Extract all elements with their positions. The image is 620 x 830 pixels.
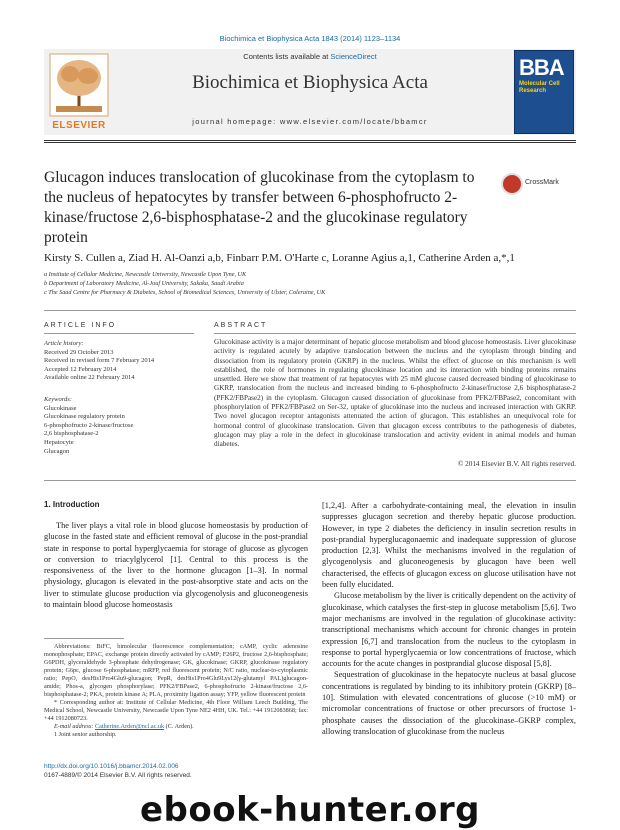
- affiliation-c: c The Saad Centre for Pharmacy & Diabetes, School of Biomedical Sciences, University of Ulster, Coleraine, UK: [44, 289, 326, 296]
- journal-name: Biochimica et Biophysica Acta: [192, 72, 428, 93]
- article-history: [44, 340, 204, 383]
- contents-availability: [150, 52, 470, 61]
- abstract-heading: ABSTRACT: [214, 322, 268, 329]
- footnote-rule: [44, 638, 124, 639]
- keywords-label: Keywords:: [44, 396, 72, 403]
- history-accepted: Accepted 12 February 2014: [44, 365, 117, 373]
- joint-authorship-footnote: 1 Joint senior authorship.: [54, 731, 117, 738]
- article-info-rule: [44, 333, 194, 334]
- intro-paragraph: The liver plays a vital role in blood glucose homeostasis by production of glucose in the fasted state and efficient removal of glucose in the post-prandial state in response to portal hyperglycaemia for storage of glucose as glycogen or conversion to triacylglycerol [1]. Central to this process is the responsiveness of the liver to the hormone glucagon [1–3]. In normal physiology, glucagon is elevated in the post-absorptive state and acts on the liver to stimulate glucose production via glycogenolysis and gluconeogenesis to maintain blood glucose homeostasis: [44, 521, 308, 610]
- right-paragraph-3: Sequestration of glucokinase in the hepatocyte nucleus at basal glucose concentrations is regulated by binding to its inhibitory protein (GKRP) [8–10]. Stimulation with elevated concentrations of glucose (>10 mM) or micromolar concentrations of fructose or other precursors of fructose 1-phosphate causes the dissociation of the glucokinase–GKRP complex, allowing translocation of glucokinase from the nucleus: [322, 670, 576, 736]
- crossmark-label: CrossMark: [525, 179, 559, 186]
- keyword-item: Glucokinase: [44, 404, 77, 412]
- crossmark-badge[interactable]: [501, 173, 581, 193]
- doi-link[interactable]: http://dx.doi.org/10.1016/j.bbamcr.2014.02.006: [44, 763, 179, 770]
- issn-copyright: 0167-4889/© 2014 Elsevier B.V. All rights reserved.: [44, 772, 192, 779]
- right-paragraph-1: [1,2,4]. After a carbohydrate-containing meal, the elevation in insulin suppresses glucagon secretion and thereby hepatic glucose production. However, in type 2 diabetes the deficiency in insulin secretion results in post-prandial hyperglucagonaemic and inadequate suppression of glucose production [2,3]. Whilst the mechanisms involved in the regulation of glycogenolysis and gluconeogenesis by glucagon have been well characterised, the effects of glucagon excess on glucose utilisation have not been fully elucidated.: [322, 501, 576, 590]
- abstract-text: Glucokinase activity is a major determinant of hepatic glucose metabolism and blood glucose homeostasis. Liver glucokinase activity is regulated acutely by adaptive translocation between the nucleus and the cytoplasm through binding and dissociation from its regulatory protein (GKRP) in the nucleus. Whilst the effect of glucose on this mechanism is well established, the role of hormones in regulating glucokinase location and its interaction with binding proteins remains unsettled. Here we show that treatment of rat hepatocytes with 25 mM glucose caused decreased binding of glucokinase to GKRP, translocation from the nucleus and increased binding to 6-phosphofructo 2-kinase/fructose 2,6 bisphosphatase-2 (PFK2/FBPase2) in the cytoplasm. Glucagon caused dissociation of glucokinase from PFK2/FBPase2, concomitant with phosphorylation of PFK2/FBPase2 on Ser-32, uptake of glucokinase into the nucleus and increased interaction with GKRP. Two novel glucagon receptor antagonists attenuated the action of glucagon. This establishes an unequivocal role for hormonal control of glucokinase translocation. Given that glucagon excess contributes to the pathogenesis of diabetes, glucagon may play a role in the defect in glucokinase translocation and activity evident in animal models and human diabetes.: [214, 338, 576, 449]
- header-rule-secondary: [44, 142, 576, 143]
- article-title: Glucagon induces translocation of glucokinase from the cytoplasm to the nucleus of hepatocytes by transfer between 6-phosphofructo 2-kinase/fructose 2,6-bisphosphatase-2 and the glucokinase regulatory protein: [44, 169, 475, 246]
- contents-prefix: Contents lists available at: [243, 52, 331, 61]
- cover-subtitle: Molecular Cell Research: [519, 81, 560, 94]
- journal-cover-image: [514, 50, 574, 134]
- author-email-link[interactable]: Catherine.Arden@ncl.ac.uk: [95, 723, 165, 730]
- affiliation-a: a Institute of Cellular Medicine, Newcastle University, Newcastle Upon Tyne, UK: [44, 271, 247, 278]
- keywords: [44, 396, 204, 456]
- email-label: E-mail address:: [54, 723, 96, 730]
- abstract-copyright: © 2014 Elsevier B.V. All rights reserved.: [457, 460, 576, 468]
- section-heading-introduction: 1. Introduction: [44, 500, 100, 509]
- watermark-text: ebook-hunter.org: [139, 790, 481, 830]
- elsevier-wordmark: ELSEVIER: [52, 120, 106, 131]
- right-paragraph-2: Glucose metabolism by the liver is critically dependent on the activity of glucokinase, which catalyses the first-step in glucose metabolism [5,6]. Two major mechanisms are involved in the regulation of glucokinase activity: transcriptional mechanisms which account for chronic changes in protein expression [6,7] and translocation from the nucleus to the cytoplasm in response to portal hyperglycaemia or low concentrations of fructose, which accounts for the acute changes in postprandial glucose disposal [5,8].: [322, 591, 576, 669]
- affiliation-b: b Department of Laboratory Medicine, Al-Jouf University, Sakaka, Saudi Arabia: [44, 280, 244, 287]
- authors-text: Kirsty S. Cullen a, Ziad H. Al-Oanzi a,b, Finbarr P.M. O'Harte c, Loranne Agius a,1, Catherine Arden a,*,1: [44, 252, 515, 264]
- keyword-item: Glucokinase regulatory protein: [44, 413, 125, 421]
- email-suffix: (C. Arden).: [164, 723, 194, 730]
- crossmark-icon: [501, 173, 523, 195]
- footnotes: [44, 643, 308, 739]
- author-list: [44, 252, 584, 264]
- cover-title: BBA: [519, 55, 564, 80]
- sciencedirect-link[interactable]: ScienceDirect: [330, 52, 377, 61]
- keyword-item: 2,6 bisphosphatase-2: [44, 430, 99, 438]
- body-left-column: [44, 520, 308, 610]
- header-rule: [44, 140, 576, 141]
- keyword-item: Glucagon: [44, 447, 70, 455]
- history-revised: Received in revised form 7 February 2014: [44, 357, 155, 365]
- keyword-item: Hepatocyte: [44, 438, 74, 446]
- abstract-rule-bottom: [44, 480, 576, 481]
- journal-homepage[interactable]: journal homepage: www.elsevier.com/locate/bbamcr: [192, 117, 428, 126]
- journal-citation[interactable]: Biochimica et Biophysica Acta 1843 (2014) 1123–1134: [219, 34, 401, 43]
- corresponding-author-footnote: * Corresponding author at: Institute of Cellular Medicine, 4th Floor William Leech Building, The Medical School, Newcastle University, Newcastle Upon Tyne NE2 4HH, UK. Tel.: +44 1912083868; fax: +44 1912080723.: [44, 699, 308, 722]
- abbreviations-footnote: Abbreviations: BiFC, bimolecular fluorescence complementation; cAMP, cyclic adenosine monophosphate; EPAC, exchange protein directly activated by cAMP; F26P2, fructose 2,6-bisphosphate; G6PDH, glyceraldehyde 3-phosphate dehydrogenase; GK, glucokinase; GKRP, glucokinase regulatory protein; G6pc, glucose 6-phosphatase; mRFP, red fluorescent protein; N/C ratio, nuclear-to-cytoplasmic ratio; PepO, desHis1Pro4Glu9-glucagon; PepR, desHis1Pro4Glu9Lys12(γ-glutamyl PAL)glucagon-amide; Phos-a, glycogen phosphorylase; PFK2/FBPase2, 6-phosphofructo 2-kinase/fructose 2,6-bisphosphatase-2; PKA, protein kinase A; PLA, proximity ligation assay; YFP, yellow fluorescent protein: [44, 643, 308, 698]
- keyword-item: 6-phosphofructo 2-kinase/fructose: [44, 421, 134, 429]
- history-online: Available online 22 February 2014: [44, 374, 135, 382]
- body-right-column: [322, 500, 576, 737]
- abstract-rule: [214, 333, 576, 334]
- history-label: Article history:: [44, 340, 84, 347]
- affiliation-rule: [44, 310, 576, 311]
- article-info-heading: ARTICLE INFO: [44, 322, 117, 329]
- history-received: Received 29 October 2013: [44, 348, 114, 356]
